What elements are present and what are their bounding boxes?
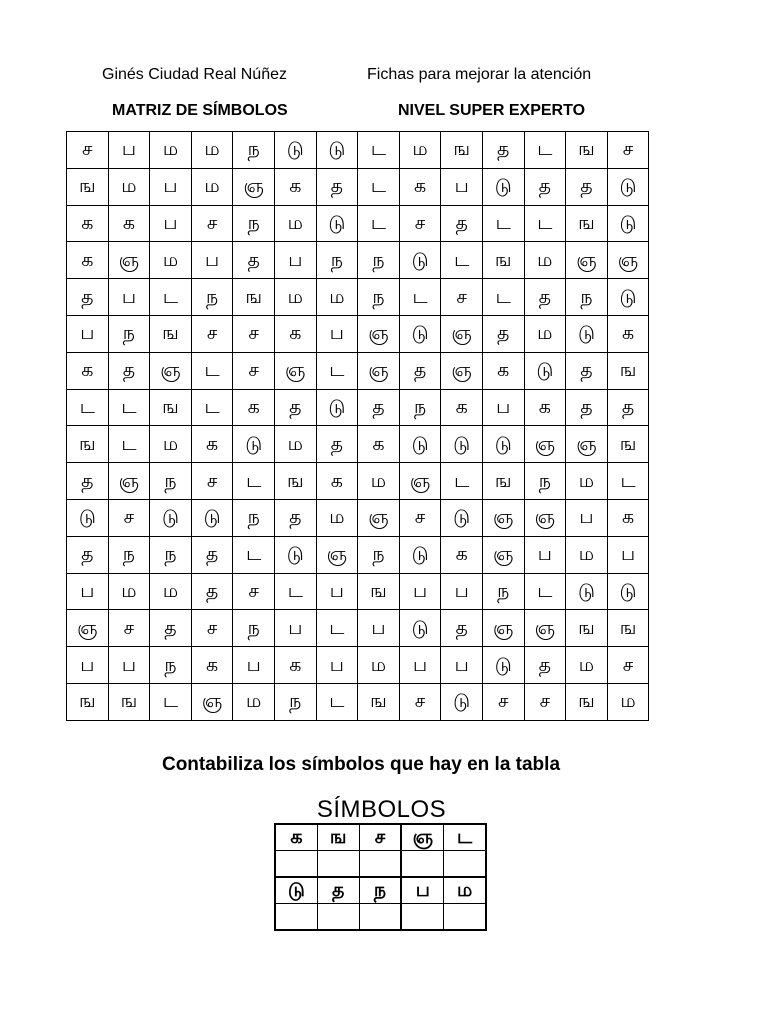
matrix-cell: ங: [67, 168, 109, 205]
matrix-cell: ஞ: [316, 536, 358, 573]
matrix-cell: ஞ: [524, 610, 566, 647]
matrix-cell: ஞ: [191, 683, 233, 720]
count-cell[interactable]: [317, 851, 359, 878]
matrix-cell: ட: [399, 279, 441, 316]
matrix-cell: த: [67, 463, 109, 500]
matrix-cell: ம: [108, 168, 150, 205]
matrix-cell: ந: [108, 315, 150, 352]
matrix-cell: ங: [441, 132, 483, 169]
matrix-cell: ட: [108, 389, 150, 426]
matrix-cell: டு: [441, 683, 483, 720]
matrix-cell: டு: [399, 426, 441, 463]
matrix-row: [67, 352, 649, 389]
matrix-cell: ந: [316, 242, 358, 279]
matrix-cell: த: [399, 352, 441, 389]
matrix-cell: ச: [191, 610, 233, 647]
matrix-cell: ம: [108, 573, 150, 610]
matrix-cell: ங: [358, 573, 400, 610]
matrix-cell: ச: [191, 315, 233, 352]
matrix-cell: டு: [441, 499, 483, 536]
matrix-cell: ம: [358, 463, 400, 500]
matrix-row: [67, 168, 649, 205]
matrix-cell: டு: [274, 536, 316, 573]
matrix-cell: க: [441, 389, 483, 426]
matrix-cell: த: [316, 168, 358, 205]
matrix-cell: ட: [233, 463, 275, 500]
matrix-cell: த: [482, 132, 524, 169]
matrix-cell: ந: [399, 389, 441, 426]
matrix-cell: ட: [316, 610, 358, 647]
count-cell[interactable]: [401, 904, 443, 931]
count-cell[interactable]: [275, 851, 317, 878]
matrix-cell: ட: [524, 205, 566, 242]
matrix-cell: ம: [150, 132, 192, 169]
matrix-cell: ட: [316, 683, 358, 720]
matrix-cell: ட: [482, 205, 524, 242]
matrix-cell: டு: [566, 315, 608, 352]
matrix-cell: க: [274, 315, 316, 352]
matrix-cell: டு: [607, 279, 649, 316]
matrix-cell: ங: [566, 205, 608, 242]
matrix-cell: டு: [67, 499, 109, 536]
matrix-cell: ம: [274, 426, 316, 463]
matrix-cell: ச: [108, 610, 150, 647]
matrix-cell: டு: [316, 132, 358, 169]
matrix-cell: ட: [274, 573, 316, 610]
matrix-cell: க: [274, 647, 316, 684]
matrix-cell: ந: [358, 242, 400, 279]
symbol-cell: ங: [317, 824, 359, 851]
count-cell[interactable]: [317, 904, 359, 931]
matrix-cell: த: [274, 389, 316, 426]
matrix-cell: டு: [607, 168, 649, 205]
matrix-cell: டு: [482, 426, 524, 463]
level-title: NIVEL SUPER EXPERTO: [398, 102, 586, 119]
symbol-cell: ந: [359, 877, 401, 904]
matrix-cell: ங: [482, 463, 524, 500]
matrix-cell: ம: [150, 426, 192, 463]
matrix-cell: ட: [358, 168, 400, 205]
matrix-cell: ம: [150, 242, 192, 279]
matrix-cell: ட: [108, 426, 150, 463]
matrix-cell: ஞ: [482, 499, 524, 536]
matrix-cell: ந: [191, 279, 233, 316]
matrix-cell: ம: [524, 315, 566, 352]
matrix-cell: ப: [274, 610, 316, 647]
matrix-cell: த: [524, 647, 566, 684]
matrix-cell: த: [274, 499, 316, 536]
matrix-cell: டு: [607, 205, 649, 242]
count-cell[interactable]: [444, 904, 486, 931]
matrix-cell: ந: [482, 573, 524, 610]
author-name: Ginés Ciudad Real Núñez: [102, 66, 287, 83]
matrix-row: [67, 683, 649, 720]
matrix-cell: ஞ: [233, 168, 275, 205]
matrix-cell: ந: [233, 499, 275, 536]
matrix-cell: ங: [566, 132, 608, 169]
matrix-cell: க: [399, 168, 441, 205]
matrix-row: [67, 315, 649, 352]
matrix-cell: டு: [233, 426, 275, 463]
matrix-cell: ட: [607, 463, 649, 500]
matrix-cell: ஞ: [441, 352, 483, 389]
instructions-text: Contabiliza los símbolos que hay en la tabla: [161, 754, 561, 775]
matrix-cell: ஞ: [566, 242, 608, 279]
matrix-cell: டு: [274, 132, 316, 169]
matrix-cell: ம: [566, 536, 608, 573]
matrix-cell: ங: [607, 352, 649, 389]
matrix-cell: ட: [150, 279, 192, 316]
matrix-row: [67, 573, 649, 610]
matrix-cell: க: [67, 242, 109, 279]
matrix-cell: டு: [399, 536, 441, 573]
matrix-cell: ங: [607, 610, 649, 647]
symbol-row: [275, 877, 486, 904]
matrix-cell: டு: [524, 352, 566, 389]
symbols-title: SÍMBOLOS: [316, 796, 447, 823]
matrix-cell: ஞ: [607, 242, 649, 279]
matrix-cell: டு: [316, 205, 358, 242]
matrix-cell: ஞ: [108, 463, 150, 500]
matrix-cell: ச: [233, 573, 275, 610]
matrix-cell: ஞ: [108, 242, 150, 279]
matrix-cell: த: [108, 352, 150, 389]
matrix-cell: ட: [191, 389, 233, 426]
matrix-cell: ப: [607, 536, 649, 573]
matrix-cell: ச: [233, 315, 275, 352]
matrix-cell: ந: [108, 536, 150, 573]
matrix-cell: ந: [274, 683, 316, 720]
matrix-cell: ந: [358, 279, 400, 316]
matrix-cell: த: [67, 279, 109, 316]
matrix-cell: ட: [316, 352, 358, 389]
matrix-cell: டு: [399, 610, 441, 647]
matrix-cell: ச: [191, 205, 233, 242]
matrix-title: MATRIZ DE SÍMBOLOS: [112, 102, 288, 119]
matrix-cell: ம: [150, 573, 192, 610]
matrix-cell: ட: [524, 573, 566, 610]
matrix-cell: ச: [607, 132, 649, 169]
matrix-cell: ஞ: [399, 463, 441, 500]
matrix-cell: க: [358, 426, 400, 463]
matrix-cell: த: [482, 315, 524, 352]
matrix-cell: த: [233, 242, 275, 279]
matrix-row: [67, 279, 649, 316]
matrix-cell: ந: [566, 279, 608, 316]
matrix-cell: ட: [482, 279, 524, 316]
matrix-cell: ப: [274, 242, 316, 279]
matrix-cell: க: [274, 168, 316, 205]
matrix-cell: ச: [399, 499, 441, 536]
count-cell[interactable]: [401, 851, 443, 878]
matrix-cell: ஞ: [566, 426, 608, 463]
matrix-cell: ம: [524, 242, 566, 279]
matrix-cell: ஞ: [524, 499, 566, 536]
matrix-cell: ட: [441, 463, 483, 500]
matrix-cell: டு: [150, 499, 192, 536]
matrix-cell: ச: [607, 647, 649, 684]
matrix-cell: டு: [399, 242, 441, 279]
matrix-cell: ப: [441, 647, 483, 684]
matrix-cell: ஞ: [524, 426, 566, 463]
matrix-cell: க: [191, 426, 233, 463]
matrix-cell: ஞ: [67, 610, 109, 647]
matrix-cell: த: [150, 610, 192, 647]
matrix-cell: ப: [108, 279, 150, 316]
matrix-cell: த: [524, 168, 566, 205]
matrix-cell: ம: [566, 463, 608, 500]
matrix-cell: ட: [150, 683, 192, 720]
matrix-cell: க: [316, 463, 358, 500]
matrix-cell: ச: [441, 279, 483, 316]
matrix-cell: த: [524, 279, 566, 316]
symbol-cell: ம: [444, 877, 486, 904]
matrix-cell: ம: [399, 132, 441, 169]
matrix-cell: டு: [566, 573, 608, 610]
count-cell[interactable]: [359, 904, 401, 931]
count-cell[interactable]: [444, 851, 486, 878]
matrix-cell: ந: [150, 463, 192, 500]
matrix-row: [67, 132, 649, 169]
worksheet-subtitle: Fichas para mejorar la atención: [367, 66, 592, 83]
matrix-cell: ட: [67, 389, 109, 426]
matrix-cell: ட: [233, 536, 275, 573]
matrix-cell: த: [441, 610, 483, 647]
symbol-cell: ச: [359, 824, 401, 851]
matrix-cell: ஞ: [358, 315, 400, 352]
matrix-cell: ச: [108, 499, 150, 536]
matrix-cell: ம: [607, 683, 649, 720]
matrix-cell: த: [607, 389, 649, 426]
matrix-cell: ப: [67, 573, 109, 610]
matrix-cell: ஞ: [150, 352, 192, 389]
matrix-cell: த: [191, 536, 233, 573]
matrix-cell: ஞ: [358, 352, 400, 389]
matrix-row: [67, 389, 649, 426]
matrix-cell: ப: [566, 499, 608, 536]
symbol-cell: ஞ: [401, 824, 443, 851]
matrix-cell: ம: [358, 647, 400, 684]
matrix-cell: க: [191, 647, 233, 684]
matrix-cell: ப: [108, 647, 150, 684]
matrix-cell: ந: [150, 536, 192, 573]
matrix-cell: ங: [482, 242, 524, 279]
matrix-cell: ம: [566, 647, 608, 684]
matrix-cell: டு: [191, 499, 233, 536]
matrix-cell: டு: [482, 647, 524, 684]
matrix-cell: ச: [67, 132, 109, 169]
symbol-cell: ட: [444, 824, 486, 851]
matrix-cell: த: [566, 352, 608, 389]
count-cell[interactable]: [359, 851, 401, 878]
matrix-cell: த: [566, 168, 608, 205]
matrix-cell: ப: [150, 168, 192, 205]
matrix-cell: ப: [482, 389, 524, 426]
matrix-cell: டு: [607, 573, 649, 610]
matrix-cell: ப: [399, 573, 441, 610]
matrix-row: [67, 647, 649, 684]
matrix-cell: ங: [607, 426, 649, 463]
matrix-row: [67, 536, 649, 573]
matrix-cell: ப: [108, 132, 150, 169]
matrix-cell: க: [441, 536, 483, 573]
matrix-cell: ங: [566, 610, 608, 647]
matrix-cell: க: [67, 352, 109, 389]
matrix-cell: ப: [399, 647, 441, 684]
matrix-cell: ம: [274, 205, 316, 242]
symbol-cell: த: [317, 877, 359, 904]
matrix-cell: ம: [191, 168, 233, 205]
matrix-cell: ந: [233, 205, 275, 242]
matrix-cell: ப: [358, 610, 400, 647]
count-row: [275, 904, 486, 931]
matrix-cell: டு: [316, 389, 358, 426]
matrix-cell: ம: [316, 499, 358, 536]
matrix-cell: ஞ: [482, 536, 524, 573]
symbol-cell: டு: [275, 877, 317, 904]
matrix-cell: டு: [482, 168, 524, 205]
matrix-cell: ந: [233, 132, 275, 169]
symbol-count-table: [274, 823, 487, 931]
matrix-cell: த: [191, 573, 233, 610]
symbol-row: [275, 824, 486, 851]
matrix-row: [67, 426, 649, 463]
matrix-cell: ந: [150, 647, 192, 684]
matrix-cell: ச: [233, 352, 275, 389]
matrix-cell: க: [108, 205, 150, 242]
matrix-cell: ம: [233, 683, 275, 720]
matrix-row: [67, 463, 649, 500]
matrix-cell: ச: [399, 205, 441, 242]
matrix-cell: ங: [67, 683, 109, 720]
matrix-row: [67, 205, 649, 242]
matrix-cell: ச: [524, 683, 566, 720]
matrix-cell: ம: [191, 132, 233, 169]
matrix-cell: ம: [274, 279, 316, 316]
matrix-cell: க: [233, 389, 275, 426]
matrix-cell: ச: [482, 683, 524, 720]
matrix-cell: ப: [67, 647, 109, 684]
matrix-row: [67, 499, 649, 536]
count-cell[interactable]: [275, 904, 317, 931]
matrix-cell: த: [441, 205, 483, 242]
symbol-matrix: [66, 131, 649, 721]
matrix-cell: ந: [524, 463, 566, 500]
matrix-cell: ட: [358, 205, 400, 242]
matrix-cell: த: [316, 426, 358, 463]
matrix-cell: ப: [524, 536, 566, 573]
matrix-cell: ச: [191, 463, 233, 500]
matrix-cell: த: [67, 536, 109, 573]
matrix-cell: ங: [108, 683, 150, 720]
matrix-cell: ங: [358, 683, 400, 720]
matrix-cell: ப: [67, 315, 109, 352]
matrix-cell: ங: [233, 279, 275, 316]
matrix-cell: த: [566, 389, 608, 426]
matrix-cell: க: [524, 389, 566, 426]
matrix-cell: ட: [524, 132, 566, 169]
symbol-cell: ப: [401, 877, 443, 904]
matrix-cell: க: [607, 315, 649, 352]
matrix-cell: க: [607, 499, 649, 536]
count-row: [275, 851, 486, 878]
matrix-cell: க: [482, 352, 524, 389]
matrix-cell: ம: [316, 279, 358, 316]
matrix-cell: ப: [316, 647, 358, 684]
matrix-cell: ங: [566, 683, 608, 720]
matrix-cell: ப: [233, 647, 275, 684]
matrix-cell: ங: [150, 315, 192, 352]
matrix-cell: ப: [441, 168, 483, 205]
matrix-cell: ந: [358, 536, 400, 573]
matrix-cell: ஞ: [482, 610, 524, 647]
matrix-cell: ப: [316, 573, 358, 610]
matrix-cell: க: [67, 205, 109, 242]
matrix-cell: ட: [191, 352, 233, 389]
matrix-cell: ட: [358, 132, 400, 169]
matrix-cell: ப: [441, 573, 483, 610]
matrix-cell: ங: [150, 389, 192, 426]
matrix-row: [67, 242, 649, 279]
matrix-cell: ந: [233, 610, 275, 647]
matrix-cell: டு: [441, 426, 483, 463]
matrix-cell: டு: [399, 315, 441, 352]
matrix-cell: ஞ: [441, 315, 483, 352]
matrix-cell: ட: [441, 242, 483, 279]
matrix-cell: ப: [191, 242, 233, 279]
matrix-cell: ங: [274, 463, 316, 500]
symbol-cell: க: [275, 824, 317, 851]
matrix-cell: ப: [150, 205, 192, 242]
matrix-cell: ச: [399, 683, 441, 720]
matrix-cell: ஞ: [358, 499, 400, 536]
matrix-cell: ஞ: [274, 352, 316, 389]
matrix-row: [67, 610, 649, 647]
matrix-cell: த: [358, 389, 400, 426]
matrix-cell: ப: [316, 315, 358, 352]
matrix-cell: ங: [67, 426, 109, 463]
